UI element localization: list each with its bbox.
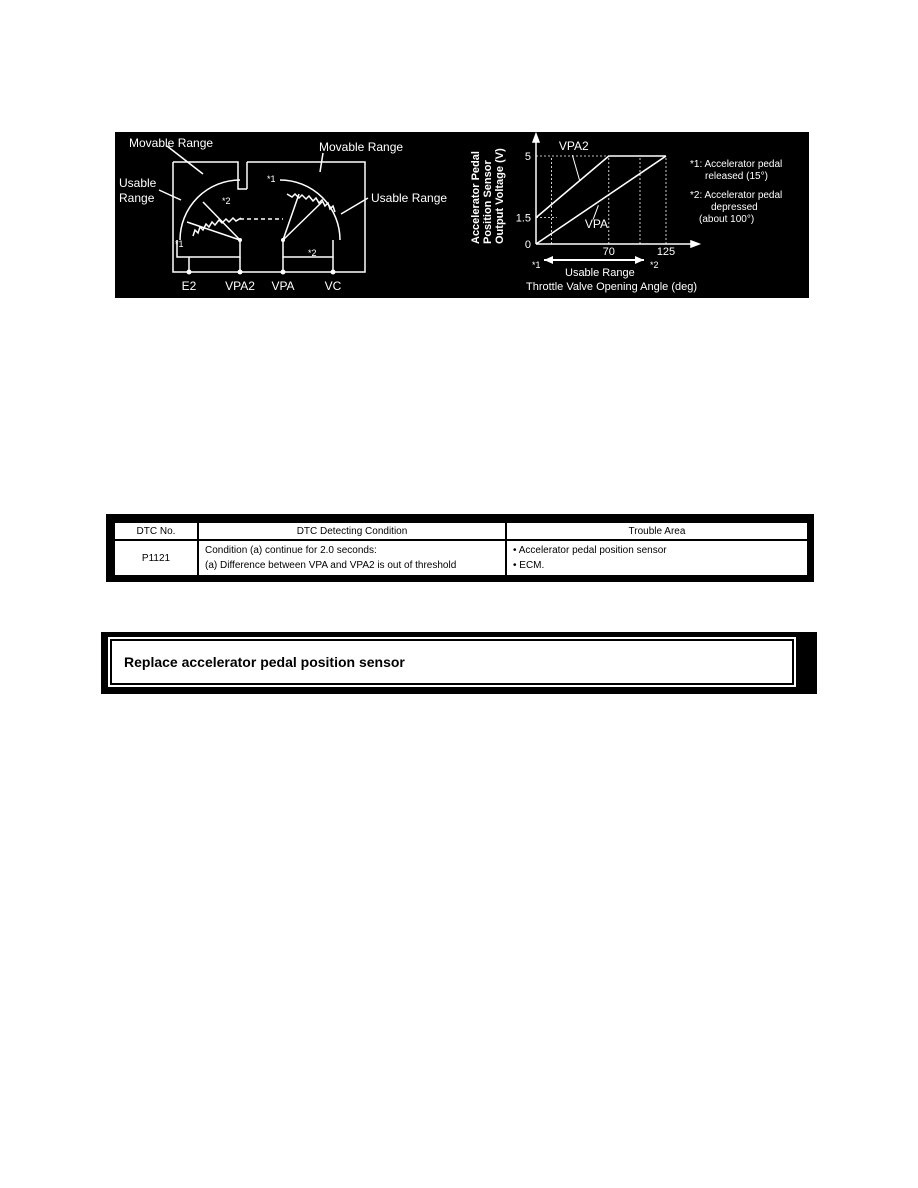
graph-ylabel-line1: Accelerator Pedal (470, 151, 482, 244)
table-row (114, 540, 808, 576)
pivot-right (281, 238, 285, 242)
series-label-vpa: VPA (584, 217, 609, 232)
dtc-table-header-row (114, 522, 808, 540)
dtc-trouble-line: • Accelerator pedal position sensor (513, 545, 667, 556)
dtc-condition-line: Condition (a) continue for 2.0 seconds: (205, 545, 377, 556)
terminal-e2-dot (187, 270, 192, 275)
marker-2-left: *2 (222, 196, 231, 206)
label-usable-left-line2: Range (119, 191, 155, 205)
note-1-line1: *1: Accelerator pedal (690, 159, 783, 170)
pivot-left (238, 238, 242, 242)
graph-marker-1: *1 (532, 260, 541, 270)
usable-range-arrow-left (544, 256, 553, 264)
y-axis-arrow (533, 134, 539, 142)
series-label-vpa2: VPA2 (558, 138, 589, 153)
terminal-vc-label: VC (324, 279, 342, 293)
y-tick-label: 5 (524, 151, 531, 163)
dtc-header-area: Trouble Area (506, 522, 808, 540)
circuit-diagram (159, 146, 368, 272)
sensor-figure-svg (115, 132, 809, 298)
dtc-condition-line: (a) Difference between VPA and VPA2 is out of threshold (205, 560, 457, 571)
repair-step-panel (101, 632, 817, 694)
series-leader-vpa2 (572, 155, 579, 181)
note-1-line2: released (15°) (705, 171, 768, 182)
note-2-line2: depressed (711, 202, 758, 213)
graph-xlabel: Throttle Valve Opening Angle (deg) (526, 281, 698, 293)
note-2-line1: *2: Accelerator pedal (690, 190, 783, 201)
graph-ylabel (470, 148, 506, 244)
terminal-e2-label: E2 (181, 279, 197, 293)
dtc-table (113, 521, 809, 577)
note-2-line3: (about 100°) (699, 214, 755, 225)
usable-range-label: Usable Range (565, 267, 635, 279)
dtc-header-no: DTC No. (114, 522, 198, 540)
x-axis-arrow (691, 241, 699, 247)
x-tick-label: 70 (602, 246, 615, 258)
dtc-table-panel (106, 514, 814, 582)
housing-left (173, 162, 247, 189)
usable-range-arrow-right (635, 256, 644, 264)
graph-ylabel-line2: Position Sensor (482, 160, 494, 244)
leader-usable-left (159, 190, 181, 200)
dtc-trouble-cell (506, 540, 808, 576)
graph-ylabel-line3: Output Voltage (V) (494, 148, 506, 244)
label-movable-range-right: Movable Range (319, 140, 404, 154)
series-line-vpa2 (536, 156, 666, 218)
y-tick-label: 0 (524, 239, 531, 251)
marker-2-right: *2 (308, 248, 317, 258)
output-graph (516, 134, 699, 264)
label-usable-range-right: Usable Range (371, 191, 448, 205)
label-usable-left-line1: Usable (119, 176, 157, 190)
terminal-vc-dot (331, 270, 336, 275)
terminal-vpa2-label: VPA2 (225, 279, 255, 293)
terminal-vpa-dot (281, 270, 286, 275)
label-movable-range-left: Movable Range (129, 136, 214, 150)
sensor-figure (115, 132, 809, 298)
dtc-trouble-line: • ECM. (513, 560, 545, 571)
repair-step-text: Replace accelerator pedal position sensor (108, 637, 796, 687)
y-tick-label: 1.5 (515, 212, 531, 225)
graph-marker-2: *2 (650, 260, 659, 270)
marker-1-right: *1 (267, 174, 276, 184)
terminal-vpa2-dot (238, 270, 243, 275)
terminal-vpa-label: VPA (271, 279, 295, 293)
wire-left-loop (177, 240, 240, 257)
dtc-code-cell: P1121 (114, 540, 198, 576)
dtc-header-condition: DTC Detecting Condition (198, 522, 506, 540)
dtc-condition-cell (198, 540, 506, 576)
movable-arc-right (280, 180, 340, 240)
marker-1-left: *1 (175, 239, 184, 249)
x-tick-label: 125 (656, 246, 676, 258)
leader-usable-right (341, 198, 368, 214)
